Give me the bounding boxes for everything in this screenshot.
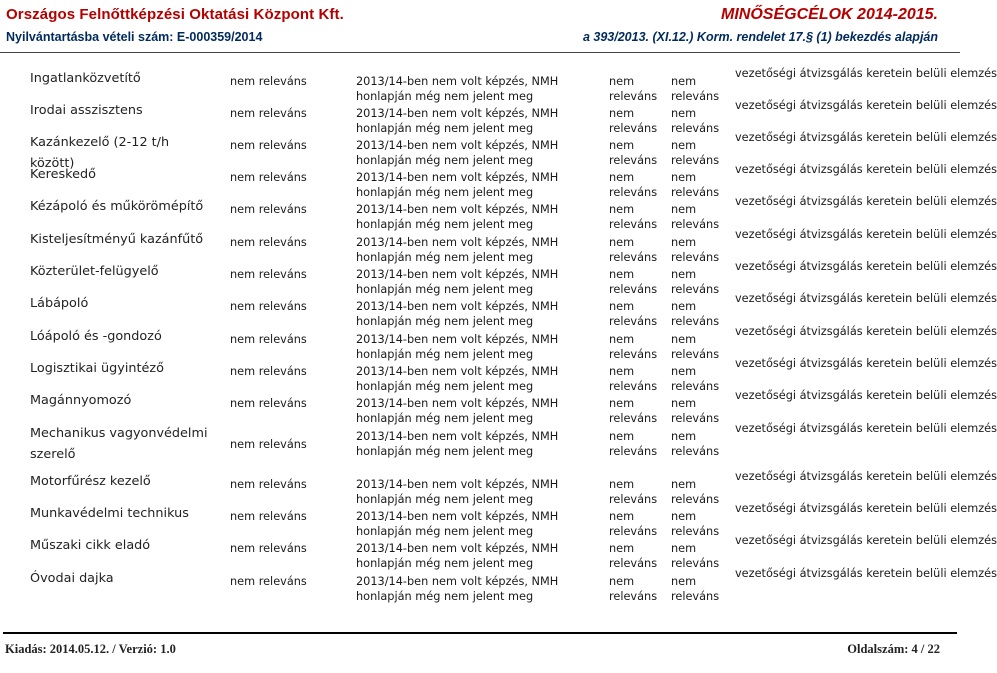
relevance-3: nem releváns [671,300,720,328]
registration-number: Nyilvántartásba vételi szám: E-000359/2014 [6,30,263,44]
table-row [0,567,997,604]
relevance-2: nem releváns [609,75,658,103]
relevance-2: nem releváns [609,575,658,603]
evaluation-method: vezetőségi átvizsgálás keretein belüli elemzés [735,131,997,144]
issue-version: Kiadás: 2014.05.12. / Verzió: 1.0 [5,642,176,656]
relevance-1: nem releváns [230,478,307,491]
regulation-reference: a 393/2013. (XI.12.) Korm. rendelet 17.§ (1) bekezdés alapján [582,30,938,44]
training-status: 2013/14-ben nem volt képzés, NMH honlapján még nem jelent meg [356,478,559,506]
relevance-1: nem releváns [230,575,307,588]
relevance-2: nem releváns [609,107,658,135]
occupation-name: Közterület-felügyelő [30,264,159,279]
relevance-2: nem releváns [609,171,658,199]
occupation-name: Műszaki cikk eladó [30,538,151,553]
relevance-3: nem releváns [671,139,720,167]
occupation-name: Kazánkezelő (2-12 t/h között) [30,135,170,171]
occupation-name: Ingatlanközvetítő [30,71,141,86]
relevance-1: nem releváns [230,171,307,184]
organization-name: Országos Felnőttképzési Oktatási Központ Kft. [6,6,344,23]
occupation-name: Lóápoló és -gondozó [30,329,162,344]
occupation-name: Kézápoló és műkörömépítő [30,199,204,214]
occupation-name: Kereskedő [30,167,96,182]
training-status: 2013/14-ben nem volt képzés, NMH honlapján még nem jelent meg [356,107,559,135]
relevance-3: nem releváns [671,268,720,296]
occupation-name: Logisztikai ügyintéző [30,361,164,376]
evaluation-method: vezetőségi átvizsgálás keretein belüli elemzés [735,470,997,483]
evaluation-method: vezetőségi átvizsgálás keretein belüli elemzés [735,325,997,338]
relevance-2: nem releváns [609,510,658,538]
relevance-2: nem releváns [609,236,658,264]
evaluation-method: vezetőségi átvizsgálás keretein belüli elemzés [735,67,997,80]
relevance-1: nem releváns [230,510,307,523]
relevance-2: nem releváns [609,365,658,393]
relevance-3: nem releváns [671,510,720,538]
evaluation-method: vezetőségi átvizsgálás keretein belüli elemzés [735,567,997,580]
evaluation-method: vezetőségi átvizsgálás keretein belüli elemzés [735,389,997,402]
relevance-1: nem releváns [230,397,307,410]
relevance-1: nem releváns [230,203,307,216]
occupation-name: Motorfűrész kezelő [30,474,151,489]
relevance-2: nem releváns [609,139,658,167]
relevance-2: nem releváns [609,397,658,425]
page-header [0,0,960,52]
evaluation-method: vezetőségi átvizsgálás keretein belüli elemzés [735,292,997,305]
occupation-name: Lábápoló [30,296,89,311]
evaluation-method: vezetőségi átvizsgálás keretein belüli elemzés [735,228,997,241]
header-divider [0,52,960,53]
relevance-3: nem releváns [671,430,720,458]
relevance-2: nem releváns [609,478,658,506]
training-status: 2013/14-ben nem volt képzés, NMH honlapján még nem jelent meg [356,575,559,603]
occupation-name: Óvodai dajka [30,571,114,586]
training-status: 2013/14-ben nem volt képzés, NMH honlapján még nem jelent meg [356,365,559,393]
relevance-2: nem releváns [609,268,658,296]
training-status: 2013/14-ben nem volt képzés, NMH honlapján még nem jelent meg [356,542,559,570]
relevance-3: nem releváns [671,478,720,506]
document-title: MINŐSÉGCÉLOK 2014-2015. [721,6,938,23]
relevance-3: nem releváns [671,397,720,425]
occupation-name: Kisteljesítményű kazánfűtő [30,232,204,247]
occupation-name: Mechanikus vagyonvédelmi szerelő [30,426,208,462]
relevance-3: nem releváns [671,542,720,570]
relevance-2: nem releváns [609,203,658,231]
training-status: 2013/14-ben nem volt képzés, NMH honlapján még nem jelent meg [356,236,559,264]
relevance-1: nem releváns [230,438,307,451]
table-row [0,422,997,471]
training-status: 2013/14-ben nem volt képzés, NMH honlapján még nem jelent meg [356,268,559,296]
relevance-3: nem releváns [671,171,720,199]
evaluation-method: vezetőségi átvizsgálás keretein belüli elemzés [735,163,997,176]
relevance-1: nem releváns [230,365,307,378]
relevance-3: nem releváns [671,333,720,361]
occupation-name: Magánnyomozó [30,393,132,408]
training-status: 2013/14-ben nem volt képzés, NMH honlapján még nem jelent meg [356,300,559,328]
page-number: Oldalszám: 4 / 22 [847,642,940,656]
training-status: 2013/14-ben nem volt képzés, NMH honlapján még nem jelent meg [356,139,559,167]
relevance-3: nem releváns [671,203,720,231]
relevance-2: nem releváns [609,300,658,328]
training-status: 2013/14-ben nem volt képzés, NMH honlapján még nem jelent meg [356,510,559,538]
evaluation-method: vezetőségi átvizsgálás keretein belüli elemzés [735,195,997,208]
relevance-3: nem releváns [671,236,720,264]
relevance-3: nem releváns [671,575,720,603]
evaluation-method: vezetőségi átvizsgálás keretein belüli elemzés [735,260,997,273]
occupation-name: Irodai asszisztens [30,103,143,118]
relevance-2: nem releváns [609,542,658,570]
relevance-1: nem releváns [230,542,307,555]
evaluation-method: vezetőségi átvizsgálás keretein belüli elemzés [735,99,997,112]
training-status: 2013/14-ben nem volt képzés, NMH honlapján még nem jelent meg [356,430,559,458]
relevance-3: nem releváns [671,107,720,135]
relevance-2: nem releváns [609,430,658,458]
relevance-2: nem releváns [609,333,658,361]
relevance-1: nem releváns [230,333,307,346]
relevance-1: nem releváns [230,268,307,281]
relevance-1: nem releváns [230,107,307,120]
training-status: 2013/14-ben nem volt képzés, NMH honlapján még nem jelent meg [356,75,559,103]
training-status: 2013/14-ben nem volt képzés, NMH honlapján még nem jelent meg [356,203,559,231]
relevance-1: nem releváns [230,300,307,313]
occupation-name: Munkavédelmi technikus [30,506,189,521]
training-status: 2013/14-ben nem volt képzés, NMH honlapján még nem jelent meg [356,333,559,361]
evaluation-method: vezetőségi átvizsgálás keretein belüli elemzés [735,422,997,435]
relevance-1: nem releváns [230,139,307,152]
relevance-3: nem releváns [671,365,720,393]
relevance-1: nem releváns [230,236,307,249]
relevance-3: nem releváns [671,75,720,103]
training-status: 2013/14-ben nem volt képzés, NMH honlapján még nem jelent meg [356,171,559,199]
footer-divider [3,632,957,634]
evaluation-method: vezetőségi átvizsgálás keretein belüli elemzés [735,357,997,370]
training-status: 2013/14-ben nem volt képzés, NMH honlapján még nem jelent meg [356,397,559,425]
relevance-1: nem releváns [230,75,307,88]
evaluation-method: vezetőségi átvizsgálás keretein belüli elemzés [735,534,997,547]
evaluation-method: vezetőségi átvizsgálás keretein belüli elemzés [735,502,997,515]
